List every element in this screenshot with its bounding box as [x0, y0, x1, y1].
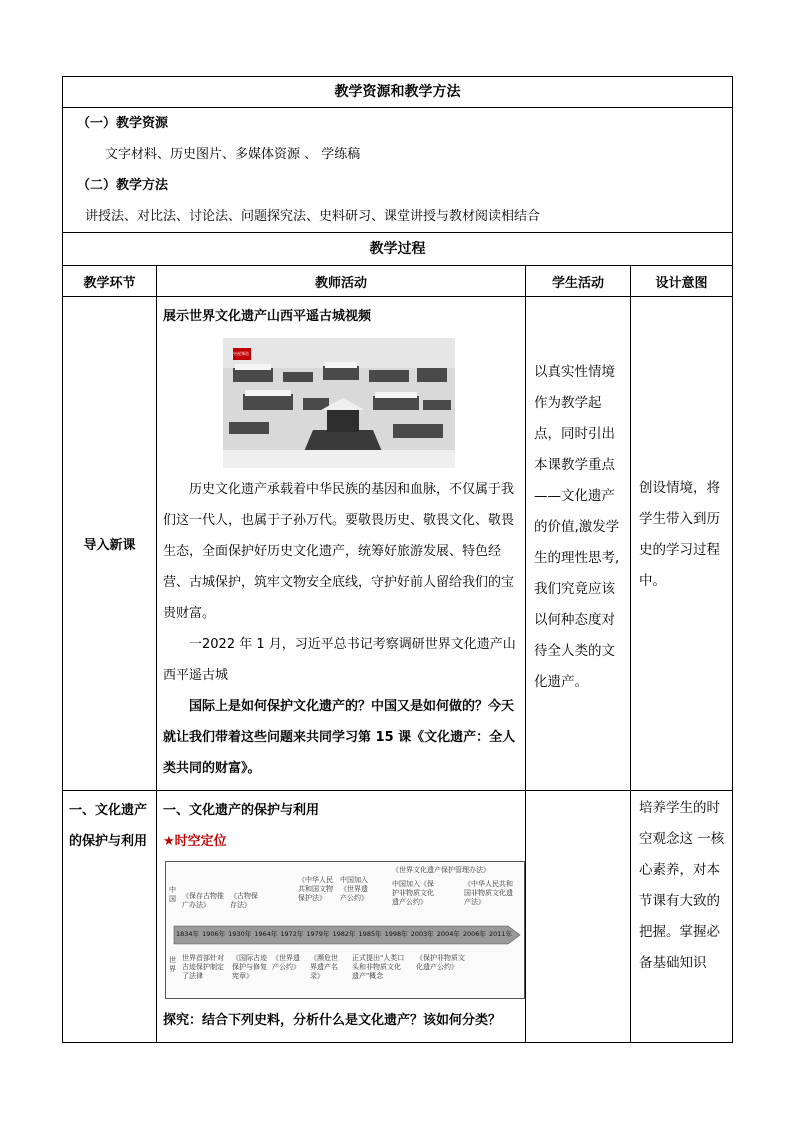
heritage-timeline [165, 861, 525, 999]
pingyao-photo [223, 338, 455, 468]
top-note: 中国加入《保护非物质文化遗产公约》 [392, 880, 434, 906]
teacher-activity-intro [157, 297, 526, 791]
resources-title: （一）教学资源 [77, 116, 169, 131]
design-intent-intro: 创设情境，将学生带入到历史的学习过程中。 [631, 297, 733, 791]
timeline-year: 1964年 [254, 930, 278, 938]
methods-title: （二）教学方法 [77, 178, 169, 193]
timeline-year: 1834年 [176, 930, 200, 938]
timeline-year: 2006年 [462, 930, 486, 938]
stage-protection: 一、文化遗产的保护与利用 [63, 791, 157, 1043]
bottom-note: 《濒危世界遗产名录》 [310, 954, 338, 980]
timeline-year: 2003年 [410, 930, 434, 938]
col-stage: 教学环节 [63, 266, 157, 297]
top-note: 《世界文化遗产保护管理办法》 [392, 866, 490, 874]
resources-header: 教学资源和教学方法 [63, 77, 733, 108]
star-icon: ★ [163, 834, 175, 849]
col-design: 设计意图 [631, 266, 733, 297]
timeline-world-label: 世界 [169, 956, 176, 973]
bottom-note: 正式提出"人类口头和非物质文化遗产"概念 [352, 954, 405, 980]
intro-source: 一2022 年 1 月，习近平总书记考察调研世界文化遗产山西平遥古城 [163, 637, 516, 683]
timeline-year: 1972年 [280, 930, 304, 938]
top-note: 《保存古物推广办法》 [182, 892, 224, 909]
timeline-year: 1906年 [202, 930, 226, 938]
bottom-note: 世界首部针对古迹保护制定了法律 [182, 954, 224, 980]
photo-badge: 央视频道 [233, 351, 249, 356]
top-note: 中国加入《世界遗产公约》 [340, 876, 368, 902]
timeline-year: 2004年 [436, 930, 460, 938]
timeline-years [176, 929, 512, 941]
top-note: 《中华人民共和国非物质文化遗产法》 [464, 880, 513, 906]
resources-section [63, 108, 733, 233]
student-activity-intro: 以真实性情境作为教学起点，同时引出本课教学重点——文化遗产的价值,激发学生的理性思考,我们究竟应该以何种态度对待全人类的文化遗产。 [526, 297, 631, 791]
timeline-year: 1930年 [228, 930, 252, 938]
intro-paragraph: 历史文化遗产承载着中华民族的基因和血脉，不仅属于我们这一代人，也属于子孙万代。要敬畏历史、敬畏文化、敬畏生态，全面保护好历史文化遗产，统筹好旅游发展、特色经营、古城保护，筑牢文物安全底线，守护好前人留给我们的宝贵财富。 [163, 482, 515, 621]
lesson-table [62, 76, 733, 1043]
design-intent-protection: 培养学生的时空观念这 一核心素养，对本节课有大致的把握。掌握必备基础知识 [631, 791, 733, 1043]
explore-question: 探究：结合下列史料，分析什么是文化遗产？该如何分类？ [163, 1013, 502, 1028]
top-note: 《中华人民共和国文物保护法》 [298, 876, 333, 902]
col-student: 学生活动 [526, 266, 631, 297]
col-teacher: 教师活动 [157, 266, 526, 297]
time-location-heading [163, 826, 519, 857]
stage-intro: 导入新课 [63, 297, 157, 791]
timeline-year: 1998年 [384, 930, 408, 938]
timeline-china-label: 中国 [169, 886, 176, 903]
timeline-year: 1985年 [358, 930, 382, 938]
teacher-activity-protection [157, 791, 526, 1043]
video-title: 展示世界文化遗产山西平遥古城视频 [163, 309, 372, 324]
resources-text: 文字材料、历史图片、多媒体资源 、 学练稿 [105, 147, 361, 162]
timeline-year: 1979年 [306, 930, 330, 938]
timeline-top-notes [180, 866, 520, 920]
timeline-bottom-notes [180, 954, 520, 994]
bottom-note: 《保护非物质文化遗产公约》 [416, 954, 465, 971]
bottom-note: 《世界遗产公约》 [272, 954, 300, 971]
methods-text: 讲授法、对比法、讨论法、问题探究法、史料研习、课堂讲授与教材阅读相结合 [85, 209, 541, 224]
timeline-year: 2011年 [488, 930, 512, 938]
process-header: 教学过程 [63, 233, 733, 266]
student-activity-protection [526, 791, 631, 1043]
top-note: 《古物保存法》 [230, 892, 258, 909]
intro-question: 国际上是如何保护文化遗产的？中国又是如何做的？今天就让我们带着这些问题来共同学习第 15 课《文化遗产：全人类共同的财富》。 [163, 699, 516, 776]
timeline-year: 1982年 [332, 930, 356, 938]
lesson-plan-page [62, 76, 732, 1043]
section-title: 一、文化遗产的保护与利用 [163, 803, 320, 818]
time-location-label: 时空定位 [174, 834, 227, 849]
bottom-note: 《国际古迹保护与修复宪章》 [232, 954, 267, 980]
